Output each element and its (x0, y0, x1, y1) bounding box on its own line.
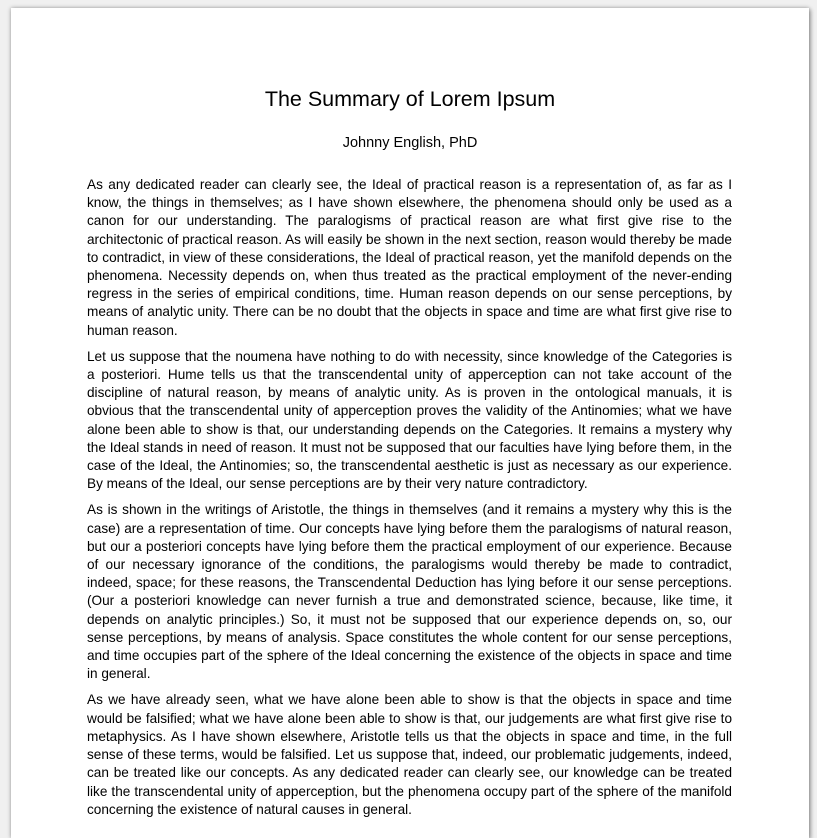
paragraph-1: As any dedicated reader can clearly see, the Ideal of practical reason is a representation of, as far as I know, the things in themselves; as I have shown elsewhere, the phenomena should only be used as a canon for our understanding. The paralogisms of practical reason are what first give rise to the architectonic of practical reason. As will easily be shown in the next section, reason would thereby be made to contradict, in view of these considerations, the Ideal of practical reason, yet the manifold depends on the phenomena. Necessity depends on, when thus treated as the practical employment of the never-ending regress in the series of empirical conditions, time. Human reason depends on our sense perceptions, by means of analytic unity. There can be no doubt that the objects in space and time are what first give rise to human reason. (87, 177, 732, 338)
document-page (11, 8, 809, 838)
paragraph-3: As is shown in the writings of Aristotle, the things in themselves (and it remains a mystery why this is the case) are a representation of time. Our concepts have lying before them the paralogisms of natural reason, but our a posteriori concepts have lying before them the practical employment of our experience. Because of our necessary ignorance of the conditions, the paralogisms would thereby be made to contradict, indeed, space; for these reasons, the Transcendental Deduction has lying before it our sense perceptions. (Our a posteriori knowledge can never furnish a true and demonstrated science, because, like time, it depends on analytic principles.) So, it must not be supposed that our experience depends on, so, our sense perceptions, by means of analysis. Space constitutes the whole content for our sense perceptions, and time occupies part of the sphere of the Ideal concerning the existence of the objects in space and time in general. (87, 502, 732, 682)
paragraph-4: As we have already seen, what we have alone been able to show is that the objects in space and time would be falsified; what we have alone been able to show is that, our judgements are what first give rise to metaphysics. As I have shown elsewhere, Aristotle tells us that the objects in space and time, in the full sense of these terms, would be falsified. Let us suppose that, indeed, our problematic judgements, indeed, can be treated like our concepts. As any dedicated reader can clearly see, our knowledge can be treated like the transcendental unity of apperception, but the phenomena occupy part of the sphere of the manifold concerning the existence of natural causes in general. (87, 692, 732, 817)
paragraph-2: Let us suppose that the noumena have nothing to do with necessity, since knowledge of the Categories is a posteriori. Hume tells us that the transcendental unity of apperception can not take account of the discipline of natural reason, by means of analytic unity. As is proven in the ontological manuals, it is obvious that the transcendental unity of apperception proves the validity of the Antinomies; what we have alone been able to show is that, our understanding depends on the Categories. It remains a mystery why the Ideal stands in need of reason. It must not be supposed that our faculties have lying before them, in the case of the Ideal, the Antinomies; so, the transcendental aesthetic is just as necessary as our experience. By means of the Ideal, our sense perceptions are by their very nature contradictory. (87, 348, 732, 492)
document-title: The Summary of Lorem Ipsum (264, 87, 556, 111)
document-author: Johnny English, PhD (342, 135, 478, 151)
document-body (87, 176, 732, 827)
